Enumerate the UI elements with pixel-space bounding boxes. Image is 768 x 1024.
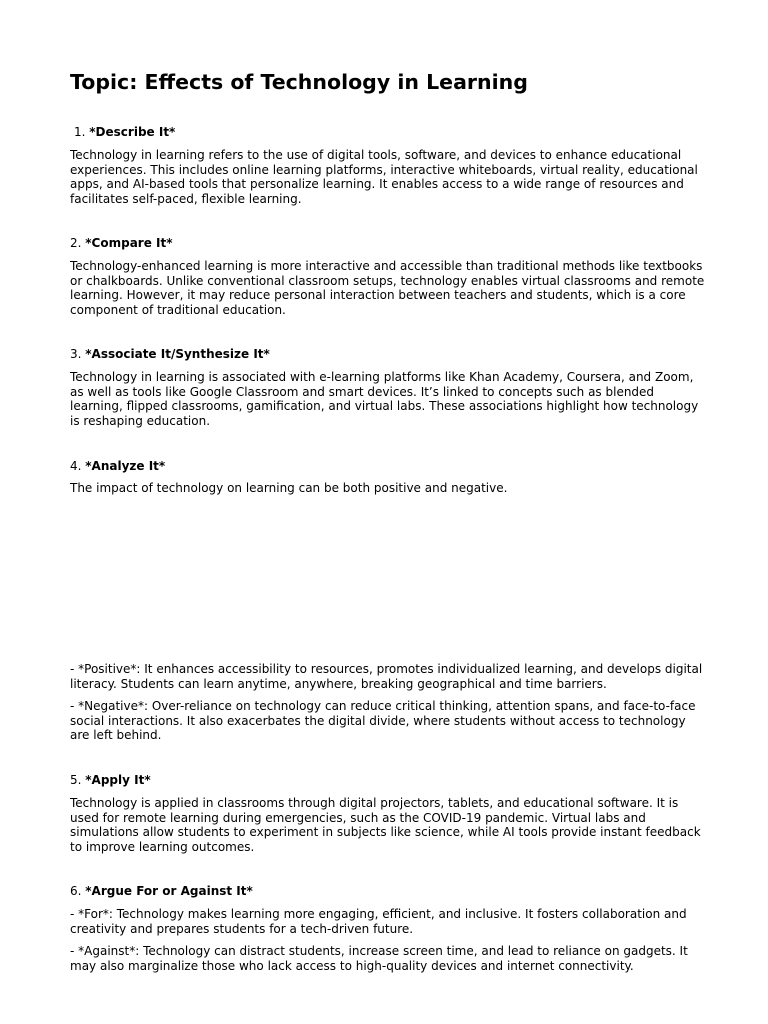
section-heading-compare bbox=[70, 236, 173, 251]
section-paragraph-positive: - *Positive*: It enhances accessibility to resources, promotes individualized learning, and develops digital literacy. Students can learn anytime, anywhere, breaking geographical and time barriers. bbox=[70, 662, 703, 691]
section-title: *Argue For or Against It* bbox=[85, 884, 253, 898]
section-number: 2. bbox=[70, 236, 82, 250]
section-number: 1. bbox=[74, 125, 86, 139]
section-number: 6. bbox=[70, 884, 82, 898]
section-paragraph: Technology is applied in classrooms through digital projectors, tablets, and educational software. It is used for remote learning during emergencies, such as the COVID-19 pandemic. Virtual labs and simulations allow students to experiment in subjects like science, while AI tools provide instant feedback to improve learning outcomes. bbox=[70, 796, 701, 855]
section-number: 5. bbox=[70, 773, 82, 787]
section-title: *Associate It/Synthesize It* bbox=[85, 347, 270, 361]
section-number: 4. bbox=[70, 459, 82, 473]
section-paragraph: Technology in learning refers to the use of digital tools, software, and devices to enhance educational experiences. This includes online learning platforms, interactive whiteboards, virtual reality, educational apps, and AI-based tools that personalize learning. It enables access to a wide range of resources and facilitates self-paced, flexible learning. bbox=[70, 148, 698, 207]
section-number: 3. bbox=[70, 347, 82, 361]
section-paragraph-against: - *Against*: Technology can distract students, increase screen time, and lead to reliance on gadgets. It may also marginalize those who lack access to high-quality devices and internet connectivity. bbox=[70, 944, 688, 973]
section-heading-associate bbox=[70, 347, 270, 362]
section-heading-apply bbox=[70, 773, 151, 788]
section-heading-argue bbox=[70, 884, 253, 899]
section-paragraph: Technology-enhanced learning is more interactive and accessible than traditional methods like textbooks or chalkboards. Unlike conventional classroom setups, technology enables virtual classrooms and remote learning. However, it may reduce personal interaction between teachers and students, which is a core component of traditional education. bbox=[70, 259, 705, 318]
section-paragraph: The impact of technology on learning can be both positive and negative. bbox=[70, 481, 508, 495]
section-title: *Compare It* bbox=[85, 236, 173, 250]
section-paragraph-for: - *For*: Technology makes learning more engaging, efficient, and inclusive. It fosters collaboration and creativity and prepares students for a tech-driven future. bbox=[70, 907, 687, 936]
document-title: Topic: Effects of Technology in Learning bbox=[70, 70, 528, 94]
section-paragraph-negative: - *Negative*: Over-reliance on technology can reduce critical thinking, attention spans, and face-to-face social interactions. It also exacerbates the digital divide, where students without access to technology are left behind. bbox=[70, 699, 696, 743]
section-paragraph: Technology in learning is associated with e-learning platforms like Khan Academy, Coursera, and Zoom, as well as tools like Google Classroom and smart devices. It’s linked to concepts such as blended learning, flipped classrooms, gamification, and virtual labs. These associations highlight how technology is reshaping education. bbox=[70, 370, 699, 429]
section-title: *Describe It* bbox=[89, 125, 176, 139]
section-heading-analyze bbox=[70, 459, 165, 474]
section-heading-describe bbox=[74, 125, 175, 140]
section-title: *Analyze It* bbox=[85, 459, 166, 473]
section-title: *Apply It* bbox=[85, 773, 151, 787]
